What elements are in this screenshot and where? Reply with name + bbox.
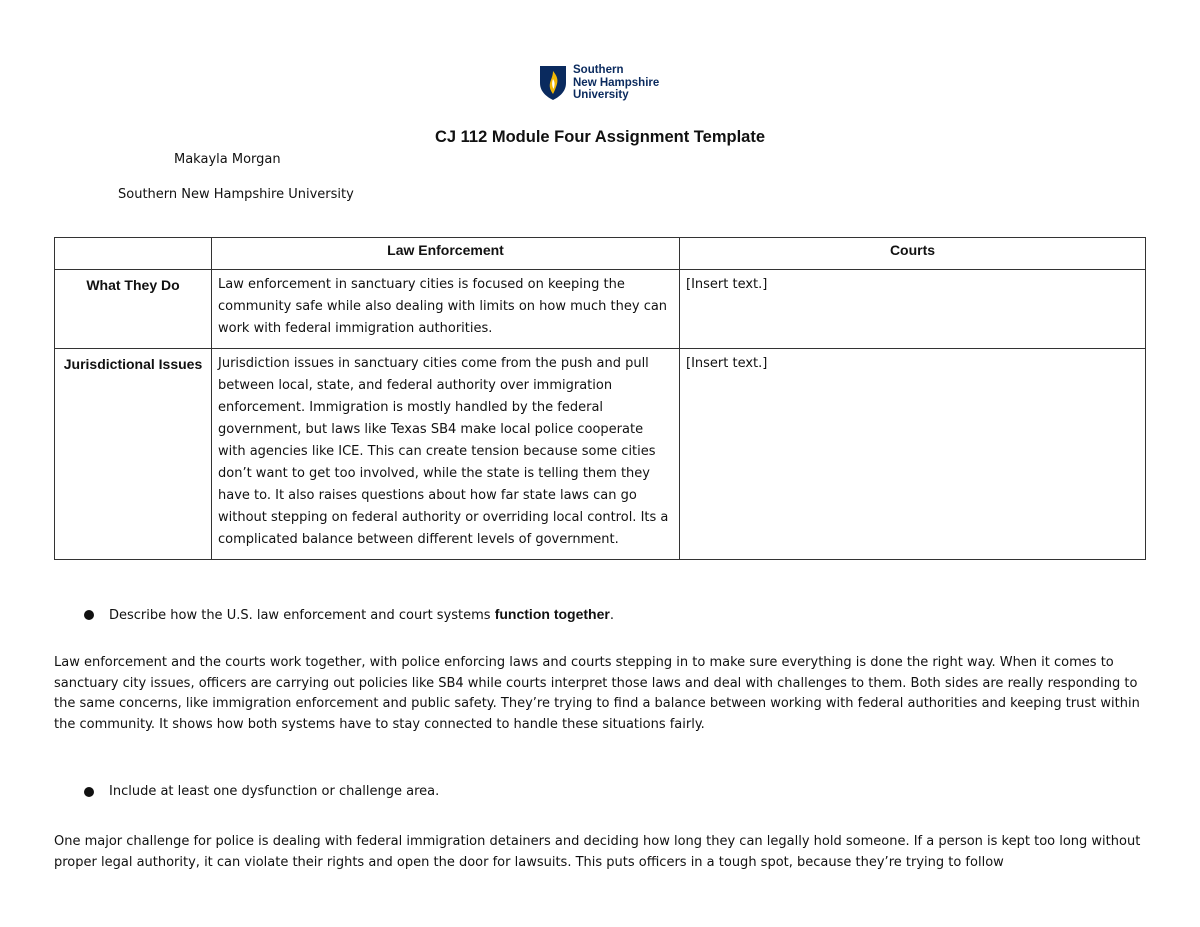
document-title: CJ 112 Module Four Assignment Template: [434, 128, 766, 146]
prompt-bullet-2: [84, 784, 439, 799]
university-logo: [539, 64, 659, 102]
bullet-dot-icon: [84, 787, 94, 797]
institution-name: Southern New Hampshire University: [118, 187, 354, 202]
table-row: [55, 349, 1146, 560]
answer-1-paragraph[interactable]: Law enforcement and the courts work together, with police enforcing laws and courts stepping in to make sure everything is done the right way. When it comes to sanctuary city issues, officers are carrying out policies like SB4 while courts interpret those laws and deal with challenges to them. Both sides are really responding to the same concerns, like immigration enforcement and public safety. They’re trying to find a balance between working with federal authorities and keeping trust within the community. It shows how both systems have to stay connected to handle these situations fairly.: [54, 655, 1140, 732]
cell-law-enforcement[interactable]: Law enforcement in sanctuary cities is focused on keeping the community safe while also dealing with limits on how much they can work with federal immigration authorities.: [212, 270, 680, 349]
prompt-1-text: [109, 606, 614, 623]
prompt-1-end: .: [609, 608, 614, 623]
logo-line-2: New Hampshire: [573, 76, 660, 89]
row-label-jurisdictional-issues: Jurisdictional Issues: [55, 349, 212, 560]
prompt-1-lead: Describe how the U.S. law enforcement and court systems: [109, 608, 495, 623]
answer-2-paragraph[interactable]: One major challenge for police is dealing with federal immigration detainers and deciding how long they can legally hold someone. If a person is kept too long without proper legal authority, it can violate their rights and open the door for lawsuits. This puts officers in a tough spot, because they’re trying to follow: [54, 834, 1141, 870]
table-header-row: [55, 238, 1146, 270]
prompt-bullet-1: [84, 606, 614, 623]
logo-line-1: Southern: [573, 64, 624, 76]
header-law-enforcement: Law Enforcement: [212, 238, 680, 270]
logo-wordmark: [573, 64, 659, 102]
logo-line-3: University: [573, 89, 629, 101]
prompt-2-text: Include at least one dysfunction or challenge area.: [109, 784, 440, 799]
cell-courts[interactable]: [Insert text.]: [680, 270, 1146, 349]
cell-law-enforcement[interactable]: Jurisdiction issues in sanctuary cities come from the push and pull between local, state, and federal authority over immigration enforcement. Immigration is mostly handled by the federal government, but laws like Texas SB4 make local police cooperate with agencies like ICE. This can create tension because some cities don’t want to get too involved, while the state is telling them they have to. It also raises questions about how far state laws can go without stepping on federal authority or overriding local control. Its a complicated balance between different levels of government.: [212, 349, 680, 560]
bullet-dot-icon: [84, 610, 94, 620]
header-blank: [55, 238, 212, 270]
author-name: Makayla Morgan: [174, 152, 281, 167]
comparison-table: [54, 237, 1146, 560]
table-row: [55, 270, 1146, 349]
header-courts: Courts: [680, 238, 1146, 270]
row-label-what-they-do: What They Do: [55, 270, 212, 349]
cell-courts[interactable]: [Insert text.]: [680, 349, 1146, 560]
shield-flame-icon: [539, 65, 567, 101]
prompt-1-emphasis: function together: [494, 606, 610, 622]
